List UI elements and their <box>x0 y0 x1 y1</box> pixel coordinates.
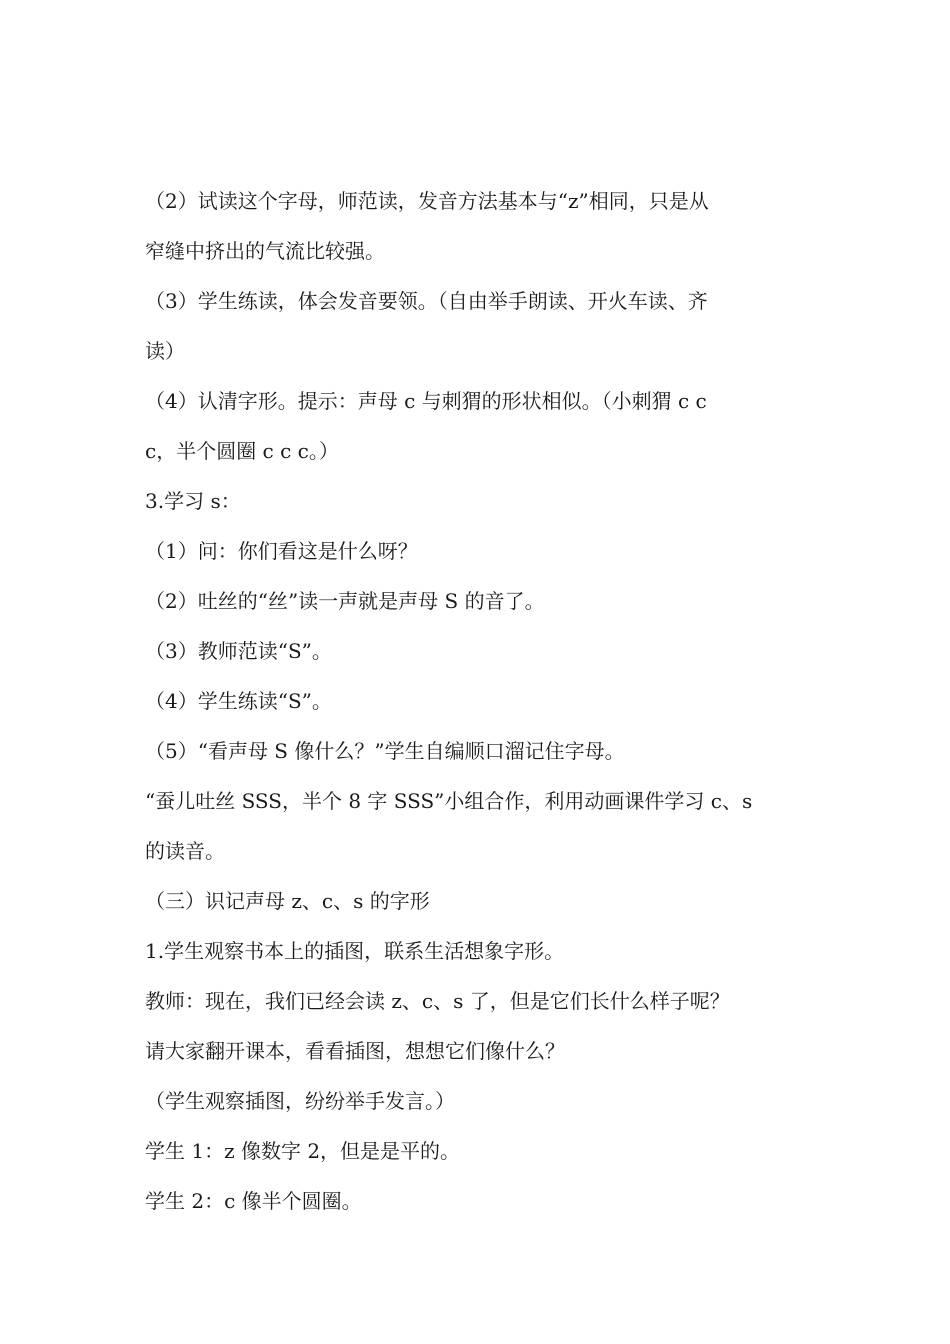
text-line: （学生观察插图，纷纷举手发言。） <box>145 1089 455 1113</box>
text-line: c，半个圆圈 c c c。） <box>145 439 339 463</box>
text-line: 1.学生观察书本上的插图，联系生活想象字形。 <box>145 939 565 963</box>
text-line: （4）学生练读“S”。 <box>145 689 332 713</box>
text-line: 读） <box>145 339 185 363</box>
section-heading: 3.学习 s： <box>145 489 241 513</box>
text-line: 学生 2：c 像半个圆圈。 <box>145 1189 362 1213</box>
text-line: （2）吐丝的“丝”读一声就是声母 S 的音了。 <box>145 589 545 613</box>
text-line: 窄缝中挤出的气流比较强。 <box>145 239 385 263</box>
text-line: （2）试读这个字母，师范读，发音方法基本与“z”相同，只是从 <box>145 189 709 213</box>
text-line: “蚕儿吐丝 SSS，半个 8 字 SSS”小组合作，利用动画课件学习 c、s <box>145 789 753 813</box>
section-heading: （三）识记声母 z、c、s 的字形 <box>145 889 430 913</box>
text-line: 请大家翻开课本，看看插图，想想它们像什么？ <box>145 1039 565 1063</box>
text-line: 教师：现在，我们已经会读 z、c、s 了，但是它们长什么样子呢？ <box>145 989 730 1013</box>
text-line: （3）教师范读“S”。 <box>145 639 332 663</box>
text-line: （4）认清字形。提示：声母 c 与刺猬的形状相似。（小刺猬 c c <box>145 389 707 413</box>
text-line: （3）学生练读，体会发音要领。（自由举手朗读、开火车读、齐 <box>145 289 708 313</box>
text-line: 学生 1：z 像数字 2，但是是平的。 <box>145 1139 461 1163</box>
text-line: 的读音。 <box>145 839 225 863</box>
text-line: （5）“看声母 S 像什么？”学生自编顺口溜记住字母。 <box>145 739 625 763</box>
document-body <box>145 182 810 1232</box>
text-line: （1）问：你们看这是什么呀？ <box>145 539 418 563</box>
